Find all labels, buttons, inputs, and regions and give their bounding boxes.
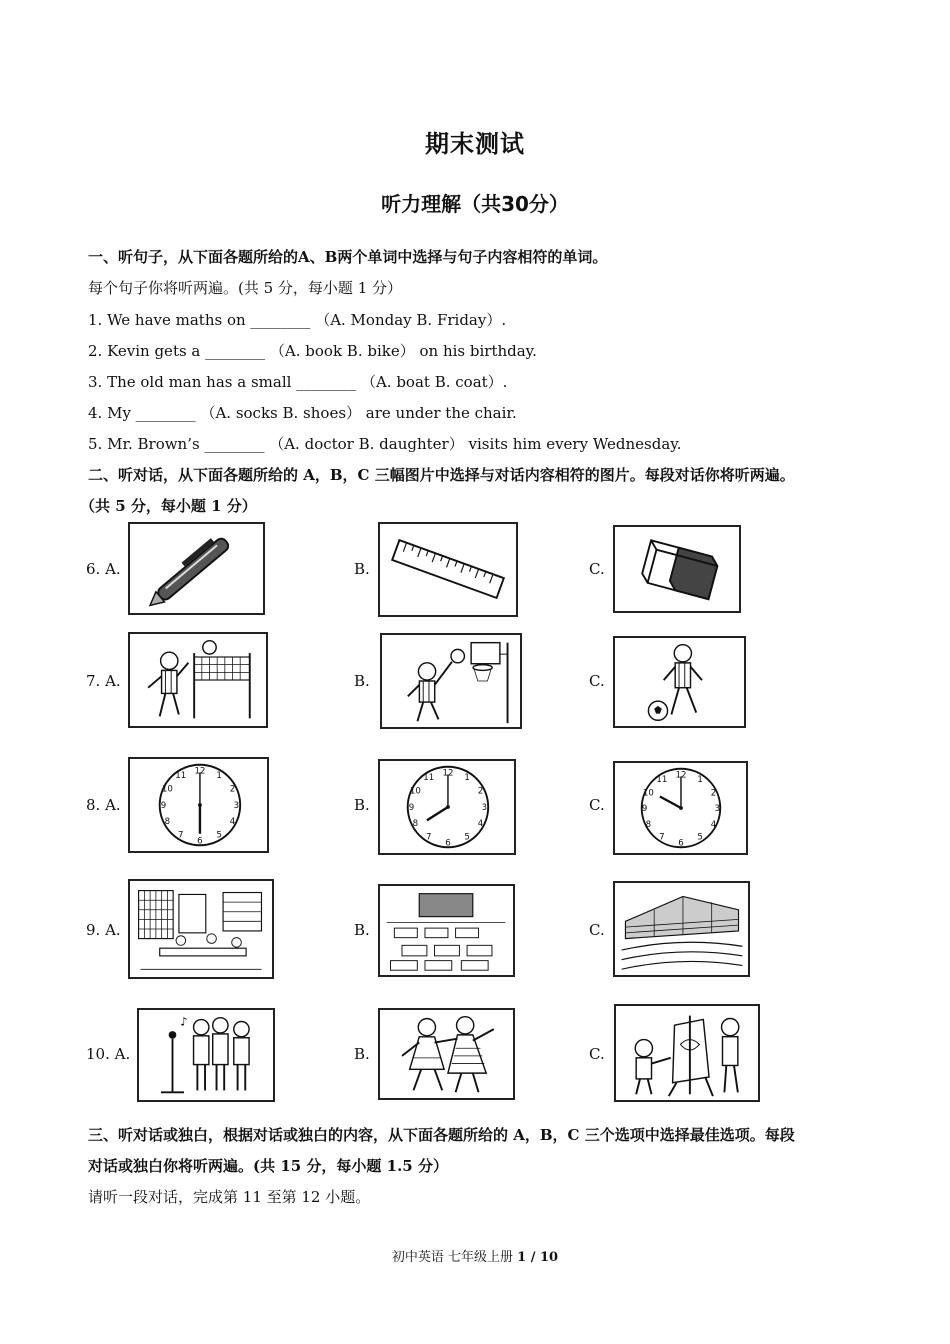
svg-text:9: 9 (641, 803, 648, 814)
page-number: 1 / 10 (517, 1250, 559, 1265)
svg-text:4: 4 (229, 817, 236, 828)
svg-text:5: 5 (697, 832, 703, 843)
svg-text:11: 11 (175, 771, 187, 782)
section3-heading-cont: 对话或独白你将听两遍。(共 15 分，每小题 1.5 分） (88, 1157, 448, 1175)
picture-basketball[interactable] (380, 633, 522, 729)
page-footer (0, 1246, 950, 1265)
children-painting-icon (616, 1006, 758, 1100)
eraser-icon (615, 527, 739, 611)
svg-text:12: 12 (675, 770, 687, 781)
picture-ruler[interactable] (378, 522, 518, 617)
svg-text:4: 4 (477, 819, 484, 830)
question-5: 5. Mr. Brown’s ________ （A. doctor B. daughter） visits him every Wednesday. (88, 435, 682, 453)
svg-text:5: 5 (464, 832, 470, 843)
clock-ten-icon (615, 763, 746, 853)
svg-text:3: 3 (714, 803, 721, 814)
ruler-icon (380, 524, 516, 615)
picture-clock-b[interactable] (378, 759, 516, 855)
picture-clock-a[interactable] (128, 757, 269, 853)
svg-text:9: 9 (408, 802, 415, 813)
section-title: 听力理解（共30分） (381, 192, 569, 216)
svg-text:7: 7 (659, 832, 665, 843)
library-scene-icon (130, 881, 272, 977)
picture-library[interactable] (128, 879, 274, 979)
svg-text:11: 11 (656, 775, 668, 786)
section3-note: 请听一段对话，完成第 11 至第 12 小题。 (88, 1188, 371, 1206)
question-6-label: 6. A. (86, 560, 121, 578)
svg-text:♪: ♪ (180, 1014, 188, 1029)
question-9-label: 9. A. (86, 921, 121, 939)
question-9-b: B. (354, 921, 370, 939)
svg-text:6: 6 (197, 836, 203, 847)
volleyball-boy-icon (130, 634, 266, 726)
clock-six-icon (130, 759, 267, 851)
question-10-b: B. (354, 1045, 370, 1063)
svg-text:2: 2 (710, 788, 717, 799)
section1-note: 每个句子你将听两遍。(共 5 分，每小题 1 分） (88, 279, 403, 297)
question-9-c: C. (589, 921, 605, 939)
picture-pen[interactable] (128, 522, 265, 615)
svg-text:8: 8 (412, 819, 419, 830)
section2-heading-cont: （共 5 分，每小题 1 分） (80, 497, 257, 515)
svg-text:3: 3 (233, 800, 240, 811)
picture-dancing[interactable] (378, 1008, 515, 1100)
svg-text:12: 12 (442, 768, 454, 779)
page-title: 期末测试 (425, 130, 525, 158)
svg-text:1: 1 (216, 771, 222, 782)
svg-text:9: 9 (160, 800, 167, 811)
basketball-boy-icon (382, 635, 520, 727)
picture-classroom[interactable] (378, 884, 515, 977)
classroom-scene-icon (380, 886, 513, 975)
stadium-scene-icon (615, 883, 748, 975)
svg-text:10: 10 (161, 784, 173, 795)
question-8-label: 8. A. (86, 796, 121, 814)
question-8-c: C. (589, 796, 605, 814)
svg-text:2: 2 (477, 786, 484, 797)
picture-eraser[interactable] (613, 525, 741, 613)
section1-heading: 一、听句子，从下面各题所给的A、B两个单词中选择与句子内容相符的单词。 (88, 248, 608, 266)
question-7-b: B. (354, 672, 370, 690)
picture-painting[interactable] (614, 1004, 760, 1102)
pen-icon (130, 524, 263, 613)
picture-clock-c[interactable] (613, 761, 748, 855)
football-boy-icon (615, 638, 744, 726)
question-7-c: C. (589, 672, 605, 690)
svg-text:1: 1 (697, 775, 703, 786)
question-10-c: C. (589, 1045, 605, 1063)
picture-stadium[interactable] (613, 881, 750, 977)
section2-heading: 二、听对话，从下面各题所给的 A，B，C 三幅图片中选择与对话内容相符的图片。每段对话你将听两遍。 (88, 466, 795, 484)
question-3: 3. The old man has a small ________ （A. boat B. coat）. (88, 373, 508, 391)
question-7-label: 7. A. (86, 672, 121, 690)
svg-text:8: 8 (645, 820, 652, 831)
svg-text:1: 1 (464, 773, 470, 784)
svg-text:6: 6 (678, 838, 684, 849)
question-4: 4. My ________ （A. socks B. shoes） are under the chair. (88, 404, 517, 422)
footer-text: 初中英语 七年级上册 (391, 1250, 518, 1265)
question-6-b: B. (354, 560, 370, 578)
svg-text:8: 8 (164, 817, 171, 828)
svg-text:6: 6 (445, 838, 451, 849)
question-10-label: 10. A. (86, 1045, 131, 1063)
children-singing-icon (139, 1010, 273, 1100)
clock-eight-icon (380, 761, 514, 853)
svg-text:10: 10 (642, 788, 654, 799)
svg-text:5: 5 (216, 830, 222, 841)
svg-text:7: 7 (426, 832, 432, 843)
picture-volleyball[interactable] (128, 632, 268, 728)
svg-text:3: 3 (481, 802, 488, 813)
svg-text:11: 11 (423, 773, 435, 784)
section3-heading: 三、听对话或独白，根据对话或独白的内容，从下面各题所给的 A，B，C 三个选项中选择最佳选项。每段 (88, 1126, 795, 1144)
svg-text:4: 4 (710, 820, 717, 831)
svg-text:12: 12 (194, 766, 206, 777)
svg-text:10: 10 (409, 786, 421, 797)
question-1: 1. We have maths on ________ （A. Monday B. Friday）. (88, 311, 507, 329)
question-2: 2. Kevin gets a ________ （A. book B. bike） on his birthday. (88, 342, 537, 360)
picture-singing[interactable] (137, 1008, 275, 1102)
svg-text:2: 2 (229, 784, 236, 795)
picture-football[interactable] (613, 636, 746, 728)
svg-text:7: 7 (178, 830, 184, 841)
question-8-b: B. (354, 796, 370, 814)
children-dancing-icon (380, 1010, 513, 1098)
question-6-c: C. (589, 560, 605, 578)
